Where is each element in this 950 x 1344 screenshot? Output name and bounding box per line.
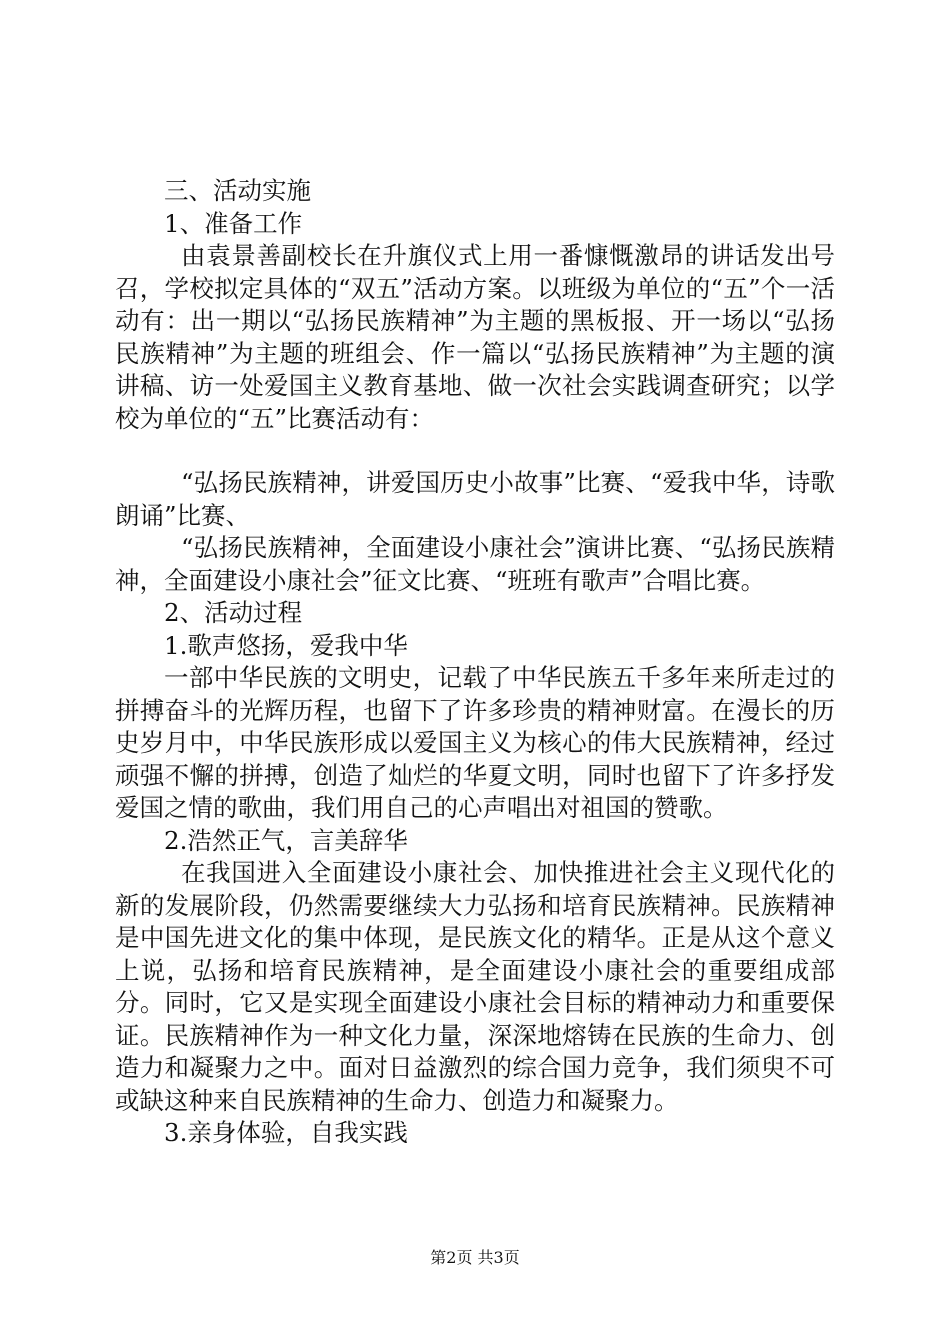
subsection-heading-process: 2、活动过程 bbox=[164, 598, 303, 627]
section-heading: 三、活动实施 bbox=[164, 176, 311, 205]
item-heading-1: 1.歌声悠扬，爱我中华 bbox=[164, 630, 408, 660]
page-footer: 第2页 共3页 bbox=[430, 1248, 520, 1267]
paragraph-preparation: 由袁景善副校长在升旗仪式上用一番慷慨激昂的讲话发出号召，学校拟定具体的“双五”活动方案。以班级为单位的“五”个一活动有：出一期以“弘扬民族精神”为主题的黑板报、开一场以“弘扬民族精神”为主题的班组会、作一篇以“弘扬民族精神”为主题的演讲稿、访一处爱国主义教育基地、做一次社会实践调查研究；以学校为单位的“五”比赛活动有： bbox=[115, 241, 835, 433]
paragraph-item-2: 在我国进入全面建设小康社会、加快推进社会主义现代化的新的发展阶段，仍然需要继续大力弘扬和培育民族精神。民族精神是中国先进文化的集中体现，是民族文化的精华。正是从这个意义上说，弘扬和培育民族精神，是全面建设小康社会的重要组成部分。同时，它又是实现全面建设小康社会目标的精神动力和重要保证。民族精神作为一种文化力量，深深地熔铸在民族的生命力、创造力和凝聚力之中。面对日益激烈的综合国力竞争，我们须臾不可或缺这种来自民族精神的生命力、创造力和凝聚力。 bbox=[115, 858, 835, 1115]
item-heading-2: 2.浩然正气，言美辞华 bbox=[164, 825, 408, 855]
document-body bbox=[115, 175, 835, 1150]
paragraph-contests-2: “弘扬民族精神，全面建设小康社会”演讲比赛、“弘扬民族精神，全面建设小康社会”征文比赛、“班班有歌声”合唱比赛。 bbox=[115, 533, 835, 595]
item-heading-3: 3.亲身体验，自我实践 bbox=[164, 1118, 408, 1147]
paragraph-contests-1: “弘扬民族精神，讲爱国历史小故事”比赛、“爱我中华，诗歌朗诵”比赛、 bbox=[115, 468, 835, 530]
paragraph-item-1: 一部中华民族的文明史，记载了中华民族五千多年来所走过的拼搏奋斗的光辉历程，也留下了许多珍贵的精神财富。在漫长的历史岁月中，中华民族形成以爱国主义为核心的伟大民族精神，经过顽强不懈的拼搏，创造了灿烂的华夏文明，同时也留下了许多抒发爱国之情的歌曲，我们用自己的心声唱出对祖国的赞歌。 bbox=[115, 663, 835, 822]
subsection-heading-preparation: 1、准备工作 bbox=[164, 208, 303, 238]
